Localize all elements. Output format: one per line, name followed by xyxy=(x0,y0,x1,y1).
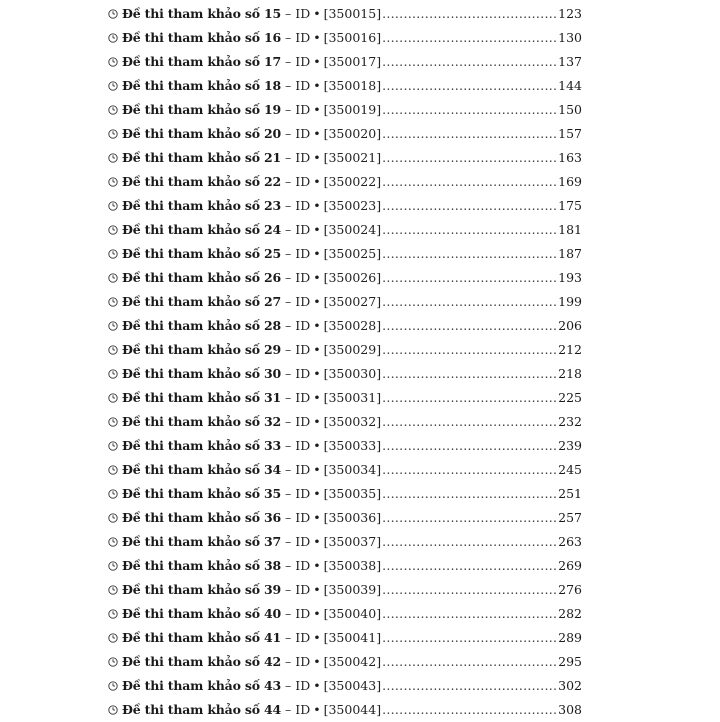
clock-icon xyxy=(108,609,118,619)
bullet-separator: • xyxy=(313,294,321,309)
toc-entry[interactable] xyxy=(108,458,582,482)
page-number: 181 xyxy=(558,222,582,237)
page-number: 187 xyxy=(558,246,582,261)
id-label: ID xyxy=(295,366,311,381)
id-label: ID xyxy=(295,150,311,165)
toc-entry[interactable] xyxy=(108,674,582,698)
id-label: ID xyxy=(295,462,311,477)
toc-entry[interactable] xyxy=(108,170,582,194)
exam-title: Đề thi tham khảo số 18 xyxy=(122,78,281,93)
separator-dash: – xyxy=(285,462,292,477)
exam-code: [350044] xyxy=(323,702,382,717)
page-number: 282 xyxy=(558,606,582,621)
bullet-separator: • xyxy=(313,486,321,501)
bullet-separator: • xyxy=(313,366,321,381)
id-label: ID xyxy=(295,654,311,669)
exam-title: Đề thi tham khảo số 15 xyxy=(122,6,281,21)
page-number: 269 xyxy=(558,558,582,573)
dot-leader xyxy=(382,434,557,458)
exam-code: [350029] xyxy=(323,342,382,357)
id-label: ID xyxy=(295,486,311,501)
toc-entry[interactable] xyxy=(108,290,582,314)
exam-code: [350030] xyxy=(323,366,382,381)
page-number: 199 xyxy=(558,294,582,309)
page-number: 245 xyxy=(558,462,582,477)
separator-dash: – xyxy=(285,174,292,189)
id-label: ID xyxy=(295,438,311,453)
dot-leader xyxy=(382,338,557,362)
clock-icon xyxy=(108,129,118,139)
dot-leader xyxy=(382,74,557,98)
dot-leader xyxy=(382,386,557,410)
bullet-separator: • xyxy=(313,582,321,597)
dot-leader xyxy=(382,122,557,146)
separator-dash: – xyxy=(285,246,292,261)
bullet-separator: • xyxy=(313,6,321,21)
dot-leader xyxy=(382,362,557,386)
toc-entry[interactable] xyxy=(108,554,582,578)
clock-icon xyxy=(108,321,118,331)
exam-title: Đề thi tham khảo số 30 xyxy=(122,366,281,381)
separator-dash: – xyxy=(285,318,292,333)
separator-dash: – xyxy=(285,630,292,645)
page-number: 289 xyxy=(558,630,582,645)
clock-icon xyxy=(108,417,118,427)
toc-entry[interactable] xyxy=(108,650,582,674)
id-label: ID xyxy=(295,414,311,429)
clock-icon xyxy=(108,561,118,571)
separator-dash: – xyxy=(285,6,292,21)
page-number: 218 xyxy=(558,366,582,381)
exam-title: Đề thi tham khảo số 21 xyxy=(122,150,281,165)
exam-title: Đề thi tham khảo số 17 xyxy=(122,54,281,69)
id-label: ID xyxy=(295,678,311,693)
bullet-separator: • xyxy=(313,318,321,333)
clock-icon xyxy=(108,297,118,307)
clock-icon xyxy=(108,513,118,523)
dot-leader xyxy=(382,458,557,482)
clock-icon xyxy=(108,489,118,499)
exam-title: Đề thi tham khảo số 41 xyxy=(122,630,281,645)
exam-code: [350033] xyxy=(323,438,382,453)
exam-code: [350026] xyxy=(323,270,382,285)
clock-icon xyxy=(108,249,118,259)
clock-icon xyxy=(108,9,118,19)
clock-icon xyxy=(108,345,118,355)
page-number: 251 xyxy=(558,486,582,501)
separator-dash: – xyxy=(285,486,292,501)
exam-code: [350043] xyxy=(323,678,382,693)
exam-code: [350019] xyxy=(323,102,382,117)
clock-icon xyxy=(108,585,118,595)
clock-icon xyxy=(108,441,118,451)
id-label: ID xyxy=(295,78,311,93)
toc-entry[interactable] xyxy=(108,218,582,242)
id-label: ID xyxy=(295,102,311,117)
bullet-separator: • xyxy=(313,30,321,45)
clock-icon xyxy=(108,177,118,187)
exam-title: Đề thi tham khảo số 24 xyxy=(122,222,281,237)
id-label: ID xyxy=(295,126,311,141)
dot-leader xyxy=(382,698,557,722)
exam-title: Đề thi tham khảo số 32 xyxy=(122,414,281,429)
bullet-separator: • xyxy=(313,462,321,477)
exam-code: [350036] xyxy=(323,510,382,525)
exam-title: Đề thi tham khảo số 26 xyxy=(122,270,281,285)
id-label: ID xyxy=(295,222,311,237)
dot-leader xyxy=(382,578,557,602)
toc-entry[interactable] xyxy=(108,578,582,602)
page-number: 295 xyxy=(558,654,582,669)
id-label: ID xyxy=(295,318,311,333)
page-number: 308 xyxy=(558,702,582,717)
page-number: 163 xyxy=(558,150,582,165)
separator-dash: – xyxy=(285,126,292,141)
bullet-separator: • xyxy=(313,198,321,213)
exam-code: [350025] xyxy=(323,246,382,261)
clock-icon xyxy=(108,633,118,643)
exam-title: Đề thi tham khảo số 42 xyxy=(122,654,281,669)
toc-entry[interactable] xyxy=(108,122,582,146)
bullet-separator: • xyxy=(313,54,321,69)
dot-leader xyxy=(382,50,557,74)
toc-entry[interactable] xyxy=(108,386,582,410)
separator-dash: – xyxy=(285,198,292,213)
exam-code: [350037] xyxy=(323,534,382,549)
exam-title: Đề thi tham khảo số 16 xyxy=(122,30,281,45)
dot-leader xyxy=(382,266,557,290)
id-label: ID xyxy=(295,54,311,69)
exam-code: [350016] xyxy=(323,30,382,45)
exam-code: [350028] xyxy=(323,318,382,333)
separator-dash: – xyxy=(285,294,292,309)
page-number: 137 xyxy=(558,54,582,69)
exam-title: Đề thi tham khảo số 31 xyxy=(122,390,281,405)
separator-dash: – xyxy=(285,510,292,525)
dot-leader xyxy=(382,626,557,650)
dot-leader xyxy=(382,650,557,674)
toc-entry[interactable] xyxy=(108,482,582,506)
id-label: ID xyxy=(295,294,311,309)
exam-code: [350027] xyxy=(323,294,382,309)
page-number: 302 xyxy=(558,678,582,693)
id-label: ID xyxy=(295,534,311,549)
id-label: ID xyxy=(295,630,311,645)
toc-entry[interactable] xyxy=(108,626,582,650)
toc-entry[interactable] xyxy=(108,266,582,290)
separator-dash: – xyxy=(285,606,292,621)
separator-dash: – xyxy=(285,414,292,429)
exam-code: [350034] xyxy=(323,462,382,477)
exam-title: Đề thi tham khảo số 36 xyxy=(122,510,281,525)
exam-code: [350024] xyxy=(323,222,382,237)
dot-leader xyxy=(382,482,557,506)
clock-icon xyxy=(108,537,118,547)
id-label: ID xyxy=(295,6,311,21)
bullet-separator: • xyxy=(313,102,321,117)
bullet-separator: • xyxy=(313,654,321,669)
exam-code: [350018] xyxy=(323,78,382,93)
bullet-separator: • xyxy=(313,270,321,285)
exam-code: [350015] xyxy=(323,6,382,21)
separator-dash: – xyxy=(285,366,292,381)
id-label: ID xyxy=(295,558,311,573)
exam-code: [350021] xyxy=(323,150,382,165)
separator-dash: – xyxy=(285,702,292,717)
toc-entry[interactable] xyxy=(108,506,582,530)
dot-leader xyxy=(382,554,557,578)
bullet-separator: • xyxy=(313,438,321,453)
page-number: 263 xyxy=(558,534,582,549)
dot-leader xyxy=(382,602,557,626)
separator-dash: – xyxy=(285,150,292,165)
toc-entry[interactable] xyxy=(108,434,582,458)
bullet-separator: • xyxy=(313,246,321,261)
exam-title: Đề thi tham khảo số 29 xyxy=(122,342,281,357)
toc-entry[interactable] xyxy=(108,698,582,722)
clock-icon xyxy=(108,33,118,43)
clock-icon xyxy=(108,225,118,235)
id-label: ID xyxy=(295,198,311,213)
toc-entry[interactable] xyxy=(108,530,582,554)
clock-icon xyxy=(108,369,118,379)
id-label: ID xyxy=(295,30,311,45)
separator-dash: – xyxy=(285,558,292,573)
exam-title: Đề thi tham khảo số 37 xyxy=(122,534,281,549)
clock-icon xyxy=(108,465,118,475)
dot-leader xyxy=(382,410,557,434)
id-label: ID xyxy=(295,582,311,597)
dot-leader xyxy=(382,146,557,170)
exam-title: Đề thi tham khảo số 19 xyxy=(122,102,281,117)
exam-code: [350032] xyxy=(323,414,382,429)
exam-code: [350042] xyxy=(323,654,382,669)
exam-title: Đề thi tham khảo số 20 xyxy=(122,126,281,141)
page-number: 225 xyxy=(558,390,582,405)
bullet-separator: • xyxy=(313,534,321,549)
separator-dash: – xyxy=(285,342,292,357)
exam-code: [350038] xyxy=(323,558,382,573)
exam-title: Đề thi tham khảo số 33 xyxy=(122,438,281,453)
exam-title: Đề thi tham khảo số 25 xyxy=(122,246,281,261)
id-label: ID xyxy=(295,390,311,405)
id-label: ID xyxy=(295,246,311,261)
toc-entry[interactable] xyxy=(108,50,582,74)
page-number: 212 xyxy=(558,342,582,357)
exam-code: [350020] xyxy=(323,126,382,141)
clock-icon xyxy=(108,81,118,91)
toc-entry[interactable] xyxy=(108,26,582,50)
bullet-separator: • xyxy=(313,702,321,717)
toc-entry[interactable] xyxy=(108,314,582,338)
exam-title: Đề thi tham khảo số 43 xyxy=(122,678,281,693)
page-number: 150 xyxy=(558,102,582,117)
separator-dash: – xyxy=(285,270,292,285)
dot-leader xyxy=(382,290,557,314)
toc-entry[interactable] xyxy=(108,146,582,170)
toc-entry[interactable] xyxy=(108,74,582,98)
bullet-separator: • xyxy=(313,678,321,693)
clock-icon xyxy=(108,153,118,163)
page-number: 157 xyxy=(558,126,582,141)
separator-dash: – xyxy=(285,582,292,597)
page-number: 144 xyxy=(558,78,582,93)
exam-code: [350039] xyxy=(323,582,382,597)
page-number: 175 xyxy=(558,198,582,213)
page-number: 276 xyxy=(558,582,582,597)
dot-leader xyxy=(382,674,557,698)
page-number: 123 xyxy=(558,6,582,21)
toc-entry[interactable] xyxy=(108,242,582,266)
clock-icon xyxy=(108,273,118,283)
separator-dash: – xyxy=(285,678,292,693)
dot-leader xyxy=(382,170,557,194)
separator-dash: – xyxy=(285,438,292,453)
exam-code: [350041] xyxy=(323,630,382,645)
table-of-contents xyxy=(108,2,582,722)
clock-icon xyxy=(108,681,118,691)
exam-code: [350035] xyxy=(323,486,382,501)
id-label: ID xyxy=(295,702,311,717)
id-label: ID xyxy=(295,174,311,189)
bullet-separator: • xyxy=(313,606,321,621)
dot-leader xyxy=(382,2,557,26)
exam-title: Đề thi tham khảo số 38 xyxy=(122,558,281,573)
clock-icon xyxy=(108,393,118,403)
bullet-separator: • xyxy=(313,174,321,189)
bullet-separator: • xyxy=(313,414,321,429)
separator-dash: – xyxy=(285,54,292,69)
exam-title: Đề thi tham khảo số 22 xyxy=(122,174,281,189)
exam-title: Đề thi tham khảo số 39 xyxy=(122,582,281,597)
toc-entry[interactable] xyxy=(108,410,582,434)
separator-dash: – xyxy=(285,102,292,117)
page-number: 130 xyxy=(558,30,582,45)
separator-dash: – xyxy=(285,534,292,549)
bullet-separator: • xyxy=(313,390,321,405)
exam-title: Đề thi tham khảo số 23 xyxy=(122,198,281,213)
clock-icon xyxy=(108,201,118,211)
exam-code: [350040] xyxy=(323,606,382,621)
bullet-separator: • xyxy=(313,510,321,525)
page-number: 193 xyxy=(558,270,582,285)
dot-leader xyxy=(382,26,557,50)
separator-dash: – xyxy=(285,222,292,237)
toc-entry[interactable] xyxy=(108,2,582,26)
clock-icon xyxy=(108,105,118,115)
id-label: ID xyxy=(295,606,311,621)
clock-icon xyxy=(108,657,118,667)
id-label: ID xyxy=(295,342,311,357)
separator-dash: – xyxy=(285,30,292,45)
bullet-separator: • xyxy=(313,222,321,237)
toc-entry[interactable] xyxy=(108,362,582,386)
exam-title: Đề thi tham khảo số 28 xyxy=(122,318,281,333)
separator-dash: – xyxy=(285,654,292,669)
dot-leader xyxy=(382,506,557,530)
exam-code: [350017] xyxy=(323,54,382,69)
dot-leader xyxy=(382,314,557,338)
exam-title: Đề thi tham khảo số 40 xyxy=(122,606,281,621)
bullet-separator: • xyxy=(313,630,321,645)
dot-leader xyxy=(382,242,557,266)
page-number: 206 xyxy=(558,318,582,333)
exam-code: [350031] xyxy=(323,390,382,405)
bullet-separator: • xyxy=(313,342,321,357)
separator-dash: – xyxy=(285,390,292,405)
exam-title: Đề thi tham khảo số 27 xyxy=(122,294,281,309)
clock-icon xyxy=(108,57,118,67)
dot-leader xyxy=(382,218,557,242)
exam-code: [350023] xyxy=(323,198,382,213)
page-number: 257 xyxy=(558,510,582,525)
exam-title: Đề thi tham khảo số 44 xyxy=(122,702,281,717)
page-number: 239 xyxy=(558,438,582,453)
dot-leader xyxy=(382,194,557,218)
dot-leader xyxy=(382,98,557,122)
id-label: ID xyxy=(295,510,311,525)
page-number: 232 xyxy=(558,414,582,429)
bullet-separator: • xyxy=(313,78,321,93)
toc-entry[interactable] xyxy=(108,98,582,122)
clock-icon xyxy=(108,705,118,715)
exam-code: [350022] xyxy=(323,174,382,189)
toc-entry[interactable] xyxy=(108,194,582,218)
bullet-separator: • xyxy=(313,558,321,573)
separator-dash: – xyxy=(285,78,292,93)
exam-title: Đề thi tham khảo số 34 xyxy=(122,462,281,477)
page-number: 169 xyxy=(558,174,582,189)
dot-leader xyxy=(382,530,557,554)
id-label: ID xyxy=(295,270,311,285)
exam-title: Đề thi tham khảo số 35 xyxy=(122,486,281,501)
toc-entry[interactable] xyxy=(108,338,582,362)
bullet-separator: • xyxy=(313,126,321,141)
bullet-separator: • xyxy=(313,150,321,165)
toc-entry[interactable] xyxy=(108,602,582,626)
